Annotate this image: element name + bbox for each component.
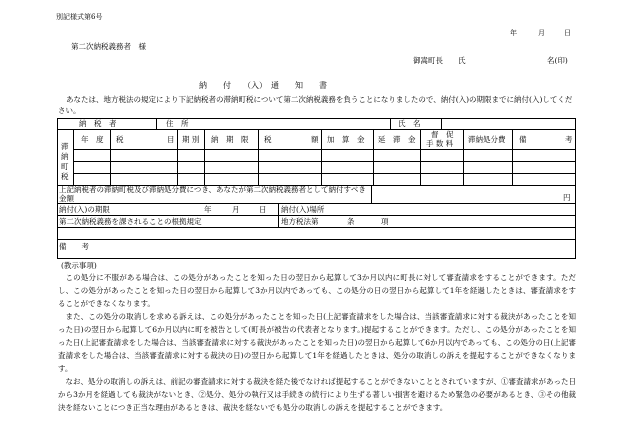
col-dunning-fee-b: 手 数 料 [426,139,454,148]
date-day: 日 [564,29,571,37]
col-due-date: 納 期 限 [211,135,249,144]
instructions-heading: (教示事項) [61,261,97,270]
col-period-type: 期 別 [182,135,200,144]
taxpayer-label: 納 税 者 [79,119,117,128]
col-tax-amount-a: 税 [264,135,272,144]
col-tax-item: 目 [167,135,175,144]
tax-notice-table [57,118,576,259]
total-amount-unit: 円 [563,193,571,202]
payment-place-label: 納付(入)場所 [281,205,325,214]
form-number: 別記様式第6号 [56,13,103,21]
col-dunning-fee-a: 督 促 [431,130,454,139]
document-title: 納 付 （入） 通 知 書 [199,81,327,90]
issuer-seal: 名(印) [547,56,568,65]
law-label: 地方税法第 [281,217,319,226]
deadline-month: 月 [232,205,240,214]
total-amount-statement: 上記納税者の滞納町税及び滞納処分費につき、あなたが第二次納税義務者として納付すべき金額 [59,185,366,203]
delinquent-tax-label: 滞納町税 [61,142,69,181]
issuer-office: 御嵩町長 [413,56,443,65]
law-article: 条 [347,217,355,226]
col-disposition-fee: 滞納処分費 [468,135,506,144]
date-year: 年 [510,29,517,37]
col-year: 年 度 [81,135,104,144]
addressee: 第二次納税義務者 様 [71,42,146,51]
instructions-paragraph-2: また、この処分の取消しを求める訴えは、この処分があったことを知った日(上記審査請求をした場合は、当該審査請求に対する裁決があったことを知った日)の翌日から起算して6か月以内に町を被告として(町長が被告の代表者となります。)提起することができます。ただし、この処分があったことを知った日(上記審査請求をした場合は、当該審査請求に対する裁決があったことを知った日)の翌日から起算して6か月以内であっても、この処分の日(上記審査請求をした場合は、当該審査請求に対する裁決の日)の翌日から起算して1年を経過したときは、処分の取消しの訴えを提起することができなくなります。 [58,312,576,373]
deadline-year: 年 [204,205,212,214]
instructions-paragraph-3: なお、処分の取消しの訴えは、前記の審査請求に対する裁決を経た後でなければ提起することができないこととされていますが、①審査請求があった日から3か月を経過しても裁決がないとき、②処分、処分の執行又は手続きの続行により生ずる著しい損害を避けるため緊急の必要があるとき、③その他裁決を経ないことにつき正当な理由があるときは、裁決を経ないでも処分の取消しの訴えを提起することができます。 [58,377,576,412]
col-tax-amount-b: 額 [311,135,319,144]
date-month: 月 [538,29,545,37]
intro-text: あなたは、地方税法の規定により下記納税者の滞納町税について第二次納税義務を負うことになりましたので、納付(入)の期限までに納付(入)してください。 [58,95,573,115]
col-tax: 税 [116,135,124,144]
basis-label: 第二次納税義務を課されることの根拠規定 [59,217,202,226]
law-item: 項 [381,217,389,226]
remarks-label: 備 考 [59,242,89,251]
col-remarks-b: 考 [565,135,573,144]
instructions-paragraph-1: この処分に不服がある場合は、この処分があったことを知った日の翌日から起算して3か月以内に町長に対して審査請求をすることができます。ただし、この処分があったことを知った日の翌日から起算して3か月以内であっても、この処分の日の翌日から起算して1年を経過したときは、審査請求をすることができなくなります。 [58,273,576,308]
deadline-day: 日 [259,205,267,214]
issuer-name-label: 氏 [458,56,466,65]
col-late-fee: 延 滞 金 [378,135,416,144]
deadline-label: 納付(入)の期限 [59,205,110,214]
taxpayer-name-label: 氏 名 [398,119,421,128]
col-remarks-a: 備 [519,135,527,144]
col-additional-tax: 加 算 金 [327,135,365,144]
address-label: 住 所 [166,119,189,128]
